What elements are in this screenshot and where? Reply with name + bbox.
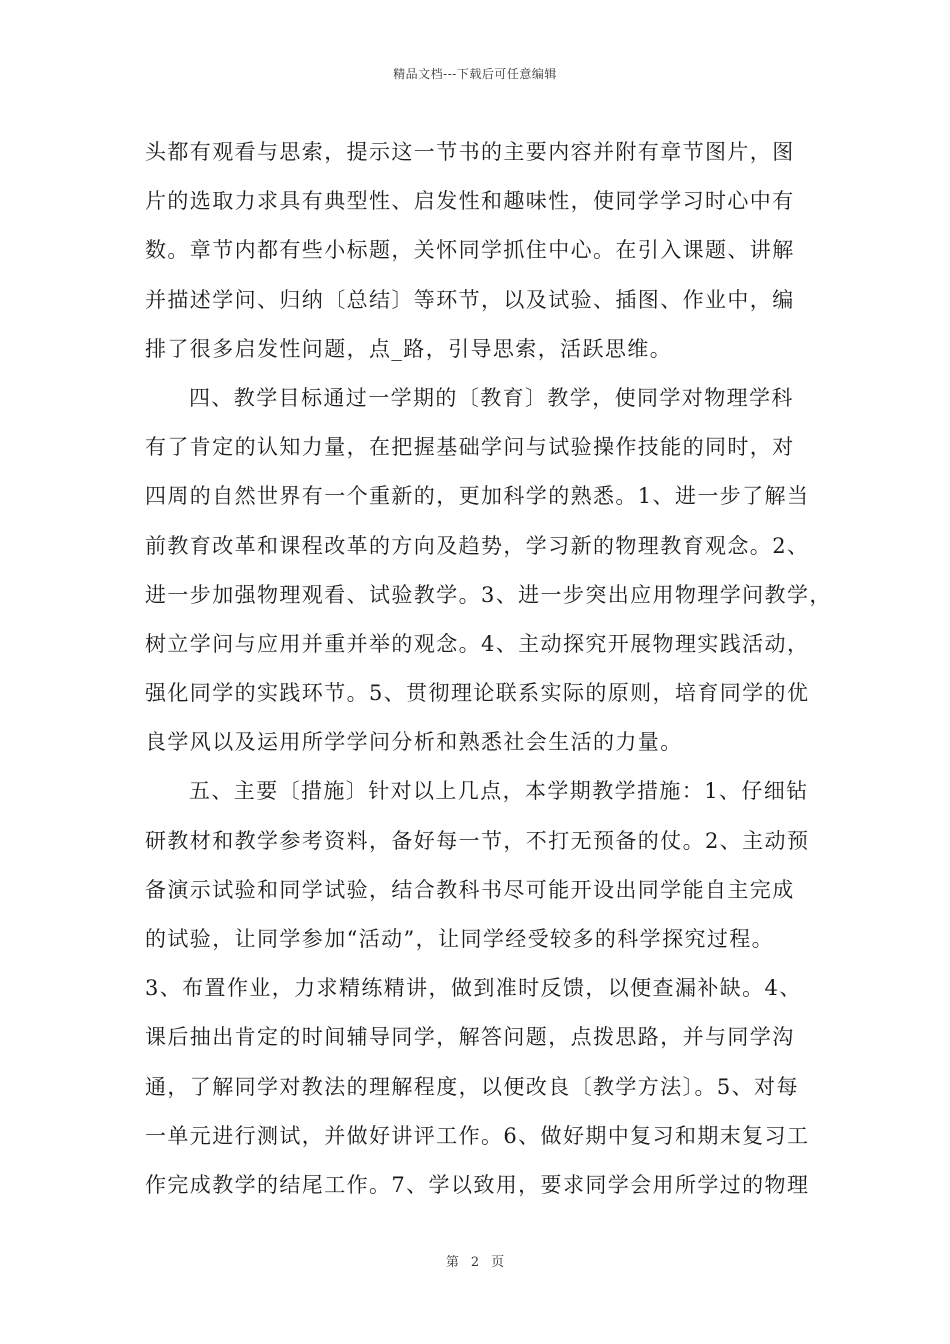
text-line: 数。章节内都有些小标题，关怀同学抓住中心。在引入课题、讲解 — [145, 238, 795, 263]
document-body — [145, 128, 832, 1210]
text-line: 树立学问与应用并重并举的观念。4、主动探究开展物理实践活动， — [145, 631, 810, 656]
text-line: 强化同学的实践环节。5、贯彻理论联系实际的原则，培育同学的优 — [145, 681, 810, 706]
text-line: 头都有观看与思索，提示这一节书的主要内容并附有章节图片，图 — [145, 140, 795, 164]
text-line: 进一步加强物理观看、试验教学。3、进一步突出应用物理学问教学， — [145, 582, 832, 607]
text-line: 通，了解同学对教法的理解程度，以便改良〔教学方法〕。5、对每 — [145, 1074, 799, 1099]
paragraph-start-line: 四、教学目标通过一学期的〔教育〕教学，使同学对物理学科 — [189, 385, 794, 410]
paragraph-start-line: 五、主要〔措施〕针对以上几点，本学期教学措施：1、仔细钻 — [189, 779, 809, 804]
page-footer — [0, 1254, 950, 1272]
text-line: 的试验，让同学参加“活动”，让同学经受较多的科学探究过程。 — [145, 927, 775, 951]
header-text: 精品文档---下载后可任意编辑 — [393, 67, 557, 81]
text-line: 四周的自然世界有一个重新的，更加科学的熟悉。1、进一步了解当 — [145, 484, 810, 509]
text-line: 片的选取力求具有典型性、启发性和趣味性，使同学学习时心中有 — [145, 189, 795, 214]
text-line: 备演示试验和同学试验，结合教科书尽可能开设出同学能自主完成 — [145, 877, 795, 902]
text-line: 课后抽出肯定的时间辅导同学，解答问题，点拨思路，并与同学沟 — [145, 1025, 795, 1050]
text-line: 研教材和教学参考资料，备好每一节，不打无预备的仗。2、主动预 — [145, 828, 810, 853]
text-line: 作完成教学的结尾工作。7、学以致用，要求同学会用所学过的物理 — [145, 1172, 810, 1197]
text-line: 排了很多启发性问题，点_路，引导思索，活跃思维。 — [145, 336, 673, 361]
text-line: 并描述学问、归纳〔总结〕等环节，以及试验、插图、作业中，编 — [145, 287, 795, 312]
text-line: 3、布置作业，力求精练精讲，做到准时反馈，以便查漏补缺。4、 — [145, 976, 802, 1001]
page-label-suffix: 页 — [491, 1255, 505, 1270]
page-label-prefix: 第 — [445, 1255, 459, 1270]
page-number: 2 — [470, 1255, 480, 1270]
text-line: 一单元进行测试，并做好讲评工作。6、做好期中复习和期末复习工 — [145, 1123, 810, 1148]
text-line: 前教育改革和课程改革的方向及趋势，学习新的物理教育观念。2、 — [145, 533, 810, 558]
text-line: 良学风以及运用所学学问分析和熟悉社会生活的力量。 — [145, 730, 683, 755]
text-line: 有了肯定的认知力量，在把握基础学问与试验操作技能的同时，对 — [145, 435, 795, 460]
page-header — [0, 66, 950, 82]
